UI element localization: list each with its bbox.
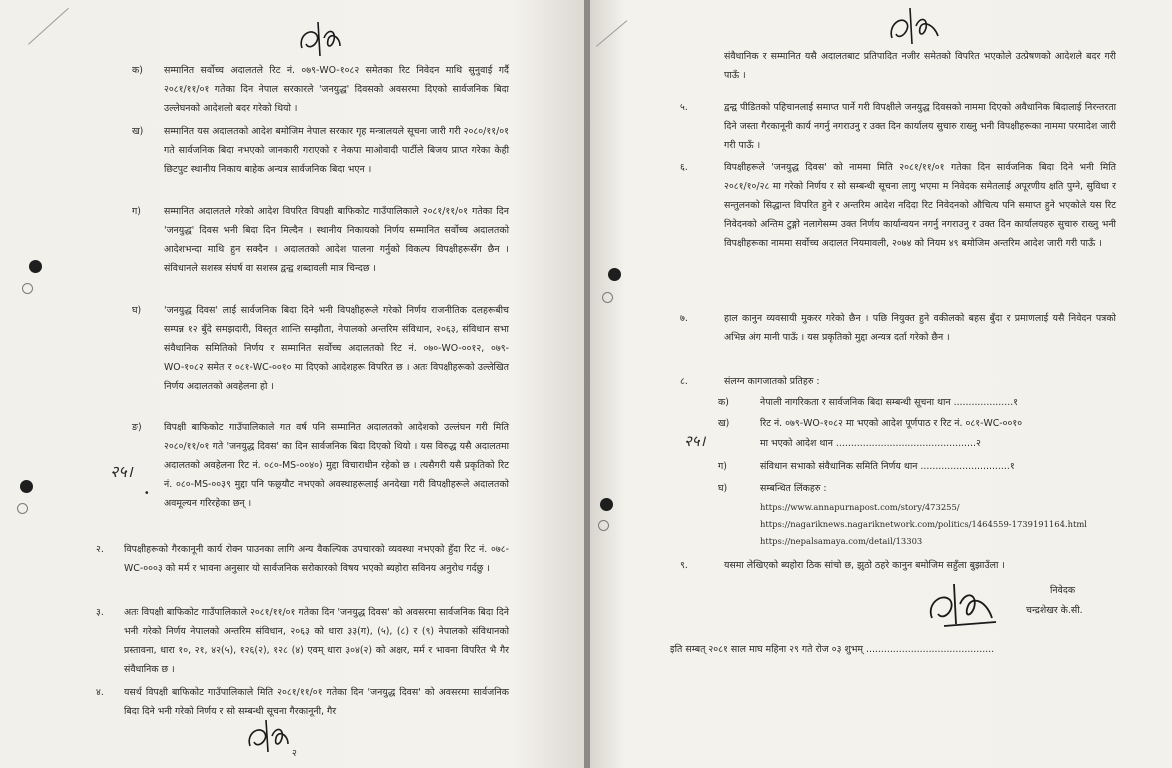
initials-signature [296,18,344,62]
page-number: २ [292,748,297,759]
attachment-marker: ग) [718,461,727,472]
punch-hole-shadow [602,292,613,303]
initials-signature [884,4,944,50]
attachment-marker: ख) [718,418,730,429]
closing-statement: यसमा लेखिएको ब्यहोरा ठिक सांचो छ, झुठो ठहरे कानुन बमोजिम सहुँला बुझाउँला । [724,560,1005,571]
attachment-row: मा भएको आदेश थान ...............................................२ [760,438,981,449]
numbered-paragraph: हाल कानुन व्यवसायी मुकरर गरेको छैन । पछि नियुक्त हुने वकीलको बहस बुँदा र प्रमाणलाई यसै निवेदन पत्रको अभिन्न अंग मानी पाऊँ । यस प्रकृतिको मुद्दा अन्यत्र दर्ता गरेको छैन । [724,313,1116,343]
related-link[interactable]: https://nagariknews.nagariknetwork.com/politics/1464559-1739191164.html [760,519,1087,529]
margin-note: २५। [110,462,133,481]
numbered-paragraph: यसर्थ विपक्षी बाफिकोट गाउँपालिकाले मिति २०८१/११/०१ गतेका दिन 'जनयुद्ध दिवस' को अवसरमा सार्वजनिक बिदा दिने भनी गरेको निर्णय र सो सम्बन्धी सूचना गैरकानूनी, गैर [124,687,509,717]
fold-line [596,20,627,46]
numbered-paragraph: विपक्षीहरूको गैरकानूनी कार्य रोक्न पाउनका लागि अन्य वैकल्पिक उपचारको व्यवस्था नभएको हुँदा रिट नं. ०७८-WC-०००३ को मर्म र भावना अनुसार यो सार्वजनिक सरोकारको विषय भएको ब्यहोरा सविनय अनुरोध गर्दछु । [124,544,509,574]
punch-hole-shadow [598,520,609,531]
item-marker: ङ) [132,422,142,433]
item-marker: ७. [680,313,688,324]
date-line: इति सम्बत् २०८१ साल माघ महिना २९ गते रोज ०३ शुभम् ........................................... [670,644,995,655]
item-paragraph: 'जनयुद्ध दिवस' लाई सार्वजनिक बिदा दिने भनी विपक्षीहरूले गरेको निर्णय राजनीतिक दलहरूबीच सम्पन्न १२ बुँदे समझदारी, विस्तृत शान्ति सम्झौता, नेपालको अन्तरिम संविधान, २०६३, संविधान सभा संवैधानिक समितिको निर्णय र सम्मानित सर्वोच्च अदालतको रिट नं. ०७०-WO-००१२, ०७९-WO-१०८२ समेत र ०८१-WC-००१० मा दिएको आदेशहरू विपरित छ । अतः विपक्षीहरूको उल्लेखित निर्णय अदालतको अवहेलना हो । [164,305,509,392]
item-marker: ४. [96,687,104,698]
punch-hole [29,260,42,273]
item-paragraph: सम्मानित यस अदालतको आदेश बमोजिम नेपाल सरकार गृह मन्त्रालयले सूचना जारी गरी २०८०/११/०१ गते सार्वजनिक बिदा नभएको जानकारी गराएको र नेकपा माओवादी पार्टीले बिजय प्राप्त गरेका केही छिटपुट स्थानीय निकाय बाहेक अन्यत्र सार्वजनिक बिदा भएन । [164,126,509,175]
item-paragraph: सम्मानित सर्वोच्च अदालतले रिट नं. ०७९-WO-१०८२ समेतका रिट निवेदन माथि सुनुवाई गर्दै २०८१/११/०१ गतेका दिन नेपाल सरकारले 'जनयुद्ध' दिवसको अवसरमा दिएको सार्वजनिक बिदा उल्लेघनको आदेशलो बदर गरेको थियो । [164,65,509,114]
item-paragraph: सम्मानित अदालतले गरेको आदेश विपरित विपक्षी बाफिकोट गाउँपालिकाले २०८१/११/०१ गतेका दिन 'जनयुद्ध' दिवस भनी बिदा दिन मिल्दैन । स्थानीय निकायको निर्णय सम्मानित सर्वोच्च अदालतको आदेशभन्दा माथि हुन सक्दैन । अदालतको आदेश पालना गर्नुको विकल्प विपक्षीहरूसँग छैन । संविधानले सशस्त्र संघर्ष वा सशस्त्र द्वन्द्व शब्दावली मात्र चिन्दछ । [164,206,509,274]
punch-hole [600,498,613,511]
punch-hole-shadow [17,503,28,514]
item-marker: ३. [96,607,104,618]
item-marker: ६. [680,162,688,173]
applicant-label: निवेदक [1050,585,1076,596]
margin-note: २५। [684,432,706,450]
punch-hole [20,480,33,493]
numbered-paragraph: विपक्षीहरूले 'जनयुद्ध दिवस' को नाममा मिति २०८१/११/०१ गतेका दिन सार्वजनिक बिदा दिने भनी मिति २०८१/१०/२८ मा गरेको निर्णय र सो सम्बन्धी सूचना लागु भएमा म निवेदक समेतलाई अपूरणीय क्षति पुग्ने, सुविधा र सन्तुलनको सिद्धान्त विपरित हुने र अन्तरिम आदेश नदिदा रिट निवेदनको औचित्य पनि समाप्त हुने भएकोले यस रिट निवेदनको अन्तिम टुङ्गो नलागेसम्म उक्त निर्णय कार्यान्वयन नगर्नु नगराउनु र उक्त दिन कार्यालयहरु सुचारु राख्नु भनी विपक्षीहरूका नाममा सर्वोच्च अदालत नियमावली, २०७४ को नियम ४९ बमोजिम अन्तरिम आदेश जारी गरी पाऊँ । [724,162,1116,249]
item-marker: ग) [132,206,141,217]
item-marker: ९. [680,560,688,571]
margin-note-dot: • [144,488,150,499]
attachments-heading: संलग्न कागजातको प्रतिहरु : [724,376,820,387]
numbered-paragraph: द्वन्द्व पीडितको पहिचानलाई समाप्त पार्ने गरी विपक्षीले जनयुद्ध दिवसको नाममा दिएको अवैधानिक बिदालाई निरन्तरता दिने जस्ता गैरकानूनी कार्य नगर्नु नगराउनु र उक्त दिन कार्यालय सुचारु राख्नु भनी विपक्षीहरूका नाममा परमादेश जारी गरी पाऊँ । [724,102,1116,151]
item-marker: घ) [132,305,142,316]
fold-line [28,8,69,45]
intro-paragraph: संवैधानिक र सम्मानित यसै अदालतबाट प्रतिपादित नजीर समेतको विपरित भएकोले उत्प्रेषणको आदेशले बदर गरी पाऊँ । [724,51,1116,81]
attachment-row: रिट नं. ०७९-WO-१०८२ मा भएको आदेश पूर्णपाठ र रिट नं. ०८१-WC-००१० [760,418,1023,429]
applicant-signature [924,578,1004,632]
punch-hole [608,268,621,281]
punch-hole-shadow [22,283,33,294]
numbered-paragraph: अतः विपक्षी बाफिकोट गाउँपालिकाले २०८१/११/०१ गतेका दिन 'जनयुद्ध दिवस' को अवसरमा सार्वजनिक बिदा दिने भनी गरेको निर्णय नेपालको अन्तरिम संविधान, २०६३ को धारा ३३(ग), (५), (८) र (९) नेपालको संविधानको प्रस्तावना, धारा १०, २१, ४२(५), १२६(२), १२८ (४) एवम् धारा ३०४(२) को अक्षर, मर्म र भावना विपरित भै गैर संवैधानिक छ । [124,607,509,675]
attachment-marker: क) [718,397,729,408]
applicant-name: चन्द्रशेखर के.सी. [1026,605,1083,616]
left-page [0,0,584,768]
attachment-row: संविधान सभाको संवैधानिक समिति निर्णय थान ..............................१ [760,461,1015,472]
item-marker: २. [96,544,104,555]
right-page [590,0,1172,768]
related-link[interactable]: https://nepalsamaya.com/detail/13303 [760,536,923,546]
attachment-marker: घ) [718,483,728,494]
initials-signature [244,716,292,758]
related-link[interactable]: https://www.annapurnapost.com/story/473255/ [760,502,960,512]
item-marker: ५. [680,102,688,113]
attachment-row: सम्बन्धित लिंकहरु : [760,483,827,494]
item-marker: ख) [132,126,144,137]
item-marker: ८. [680,376,688,387]
item-paragraph: विपक्षी बाफिकोट गाउँपालिकाले गत वर्ष पनि सम्मानित अदालतको आदेशको उल्लंघन गरी मिति २०८०/११/०१ गते 'जनयुद्ध दिवस' का दिन सार्वजनिक बिदा दिएको थियो । यस विरुद्ध यसै अदालतमा अदालतको अवहेलना रिट नं. ०८०-MS-००४०) मुद्दा विचाराधीन रहेको छ । त्यसैगरी यसै प्रकृतिको रिट नं. ०८०-MS-००३९ मुद्दा पनि फछ्र्यौट नभएको अवस्थाहरूलाई अनदेखा गरी विपक्षीहरूले अदालतको अवमूल्यन गरिरहेका छन् । [164,422,509,509]
item-marker: क) [132,65,143,76]
attachment-row: नेपाली नागरिकता र सार्वजनिक बिदा सम्बन्धी सूचना थान ....................१ [760,397,1019,408]
